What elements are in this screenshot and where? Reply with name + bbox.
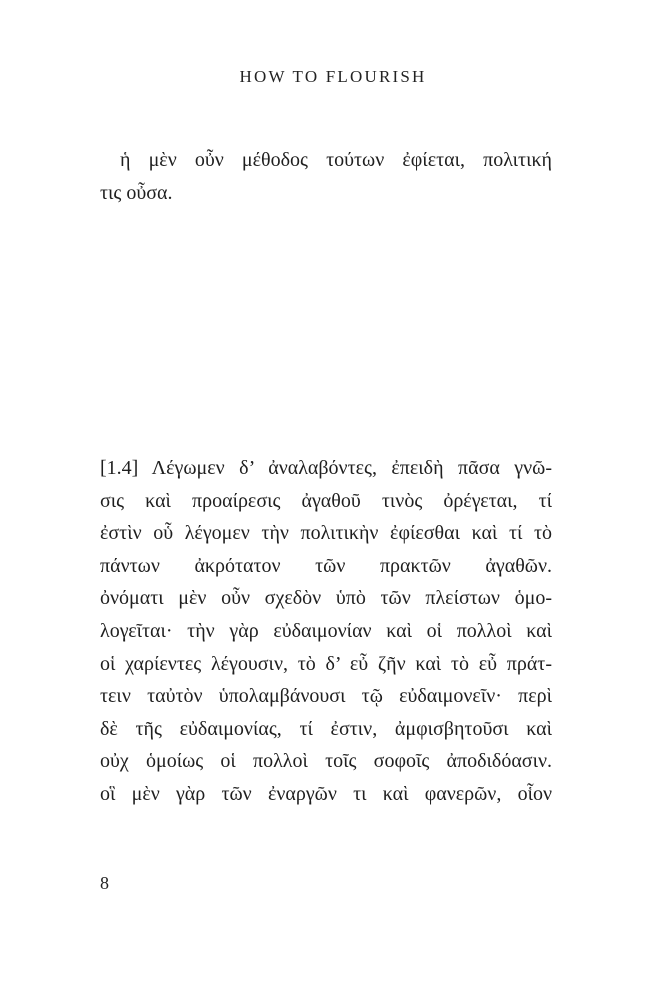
- text-line: οὐχ ὁμοίως οἱ πολλοὶ τοῖς σοφοῖς ἀποδιδόασιν.: [100, 750, 552, 773]
- text-line: [1.4] Λέγωμεν δ’ ἀναλαβόντες, ἐπειδὴ πᾶσα γνῶ-: [100, 457, 552, 479]
- text-line: ἐστὶν οὗ λέγομεν τὴν πολιτικὴν ἐφίεσθαι καὶ τί τὸ: [100, 522, 552, 545]
- page-number: 8: [100, 873, 109, 893]
- paragraph: [100, 452, 552, 811]
- text-line: οἳ μὲν γὰρ τῶν ἐναργῶν τι καὶ φανερῶν, οἷον: [100, 782, 552, 805]
- text-line: ὀνόματι μὲν οὖν σχεδὸν ὑπὸ τῶν πλείστων ὁμο-: [100, 587, 552, 610]
- text-line: πάντων ἀκρότατον τῶν πρακτῶν ἀγαθῶν.: [100, 554, 552, 577]
- text-line: δὲ τῆς εὐδαιμονίας, τί ἐστιν, ἀμφισβητοῦσι καὶ: [100, 717, 552, 740]
- text-line: λογεῖται· τὴν γὰρ εὐδαιμονίαν καὶ οἱ πολλοὶ καὶ: [100, 619, 552, 642]
- text-line: τις οὖσα.: [100, 181, 173, 204]
- text-line: σις καὶ προαίρεσις ἀγαθοῦ τινὸς ὀρέγεται, τί: [100, 489, 552, 512]
- text-line: ἡ μὲν οὖν μέθοδος τούτων ἐφίεται, πολιτική: [120, 149, 552, 171]
- text-line: τειν ταὐτὸν ὑπολαμβάνουσι τῷ εὐδαιμονεῖν· περὶ: [100, 685, 552, 708]
- paragraph: [100, 144, 552, 209]
- running-head: HOW TO FLOURISH: [239, 67, 427, 86]
- text-line: οἱ χαρίεντες λέγουσιν, τὸ δ’ εὖ ζῆν καὶ τὸ εὖ πράτ-: [100, 652, 552, 675]
